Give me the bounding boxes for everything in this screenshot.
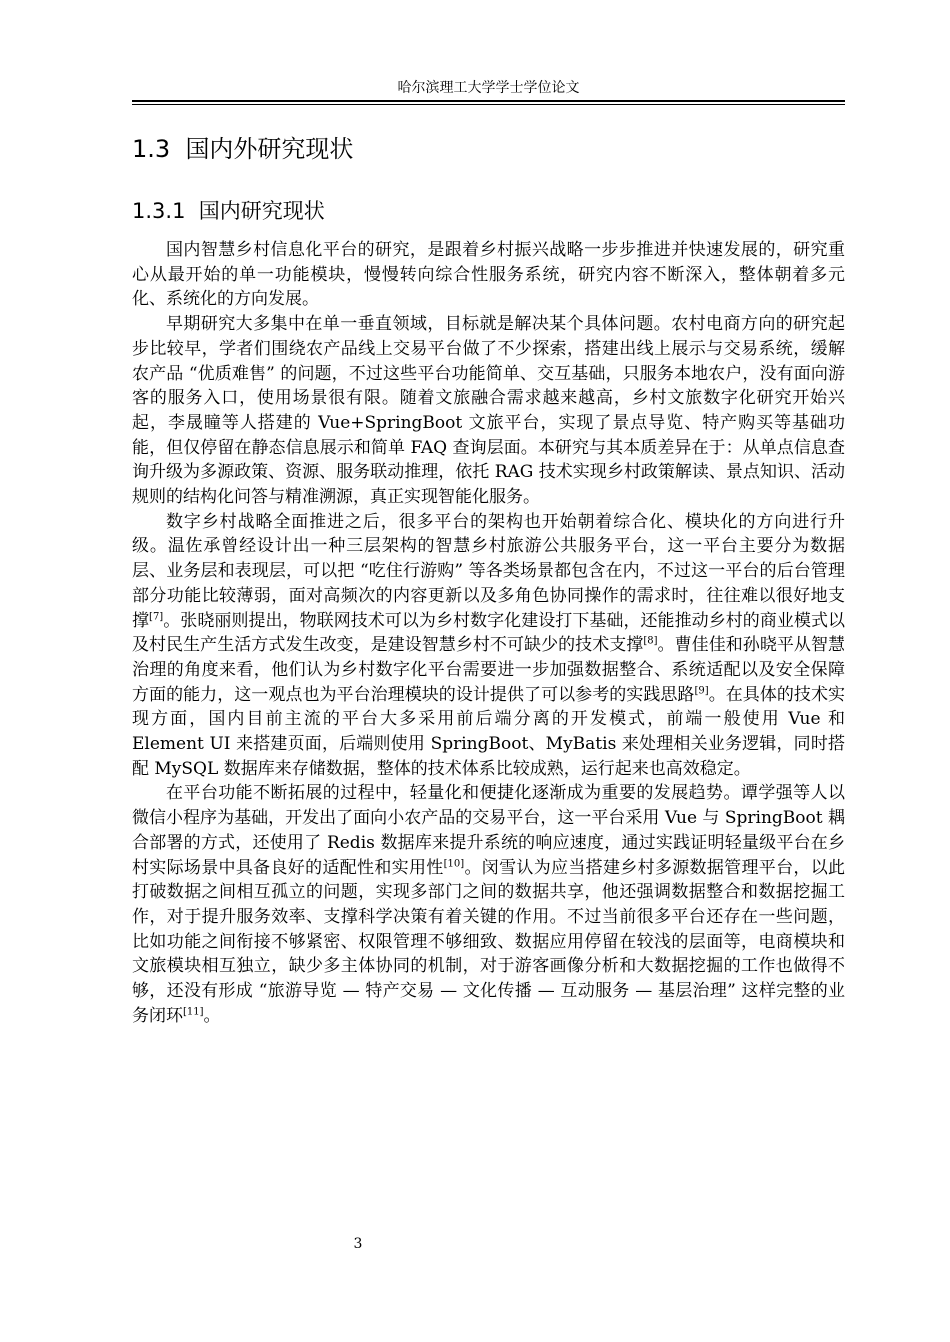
paragraph-3-text-c: 。曹佳佳和孙晓平从智慧治理的角度来看，他们认为乡村数字化平台需要进一步加强数据整合、系统适配以及安全保障方面的能力，这一观点也为平台治理模块的设计提供了可以参考的实践思路	[132, 635, 846, 705]
paragraph-1: 国内智慧乡村信息化平台的研究，是跟着乡村振兴战略一步步推进并快速发展的，研究重心从最开始的单一功能模块，慢慢转向综合性服务系统，研究内容不断深入，整体朝着多元化、系统化的方向发展。	[132, 240, 845, 310]
subsection-heading	[132, 197, 325, 225]
paragraph-4-text-c: 。	[203, 1005, 221, 1026]
body-text	[132, 238, 845, 1029]
citation-10: [10]	[443, 857, 465, 869]
paragraph-4-text-a: 在平台功能不断拓展的过程中，轻量化和便捷化逐渐成为重要的发展趋势。谭学强等人以微信小程序为基础，开发出了面向小农产品的交易平台，这一平台采用 Vue 与 SpringBoot 耦合部署的方式，还使用了 Redis 数据库来提升系统的响应速度，通过实践证明轻量级平台在乡村实际场景中具备良好的适配性和实用性	[132, 783, 845, 878]
citation-11: [11]	[183, 1006, 204, 1018]
header-rule-thin	[132, 104, 845, 105]
header-rule-thick	[132, 100, 845, 102]
paragraph-3-text-a: 数字乡村战略全面推进之后，很多平台的架构也开始朝着综合化、模块化的方向进行升级。温佐承曾经设计出一种三层架构的智慧乡村旅游公共服务平台，这一平台主要分为数据层、业务层和表现层，可以把 “吃住行游购” 等各类场景都包含在内，不过这一平台的后台管理部分功能比较薄弱，面对高频次的内容更新以及多角色协同操作的需求时，往往难以很好地支撑	[132, 511, 845, 631]
paragraph-2: 早期研究大多集中在单一垂直领域，目标就是解决某个具体问题。农村电商方向的研究起步比较早，学者们围绕农产品线上交易平台做了不少探索，搭建出线上展示与交易系统，缓解农产品 “优质难售” 的问题，不过这些平台功能简单、交互基础，只服务本地农户，没有面向游客的服务入口，使用场景很有限。随着文旅融合需求越来越高，乡村文旅数字化研究开始兴起，李晟瞳等人搭建的 Vue+SpringBoot 文旅平台，实现了景点导览、特产购买等基础功能，但仅停留在静态信息展示和简单 FAQ 查询层面。本研究与其本质差异在于：从单点信息查询升级为多源政策、资源、服务联动推理，依托 RAG 技术实现乡村政策解读、景点知识、活动规则的结构化问答与精准溯源，真正实现智能化服务。	[132, 314, 845, 508]
section-heading	[132, 133, 353, 165]
running-header: 哈尔滨理工大学学士学位论文	[397, 80, 580, 96]
paragraph-4-text-b: 。闵雪认为应当搭建乡村多源数据管理平台，以此打破数据之间相互孤立的问题，实现多部门之间的数据共享，他还强调数据整合和数据挖掘工作，对于提升服务效率、支撑科学决策有着关键的作用。不过当前很多平台还存在一些问题，比如功能之间衔接不够紧密、权限管理不够细致、数据应用停留在较浅的层面等，电商模块和文旅模块相互独立，缺少多主体协同的机制，对于游客画像分析和大数据挖掘的工作也做得不够，还没有形成 “旅游导览 — 特产交易 — 文化传播 — 互动服务 — 基层治理” 这样完整的业务闭环	[132, 857, 846, 1026]
paragraph-3-text-d: 。在具体的技术实现方面，国内目前主流的平台大多采用前后端分离的开发模式，前端一般使用 Vue 和 Element UI 来搭建页面，后端则使用 SpringBoot、MyBatis 来处理相关业务逻辑，同时搭配 MySQL 数据库来存储数据，整体的技术体系比较成熟，运行起来也高效稳定。	[132, 684, 846, 779]
subsection-number: 1.3.1	[132, 199, 186, 223]
citation-8: [8]	[643, 635, 658, 647]
subsection-title: 国内研究现状	[198, 199, 325, 223]
paragraph-3-text-b: 。张晓丽则提出，物联网技术可以为乡村数字化建设打下基础，还能推动乡村的商业模式以及村民生产生活方式发生改变，是建设智慧乡村不可缺少的技术支撑	[132, 610, 846, 656]
page-number: 3	[353, 1236, 363, 1252]
paragraph-3	[132, 510, 845, 782]
paragraph-4	[132, 781, 845, 1028]
section-title: 国内外研究现状	[185, 135, 354, 163]
citation-9: [9]	[694, 685, 709, 696]
section-number: 1.3	[132, 135, 171, 163]
citation-7: [7]	[149, 610, 164, 622]
